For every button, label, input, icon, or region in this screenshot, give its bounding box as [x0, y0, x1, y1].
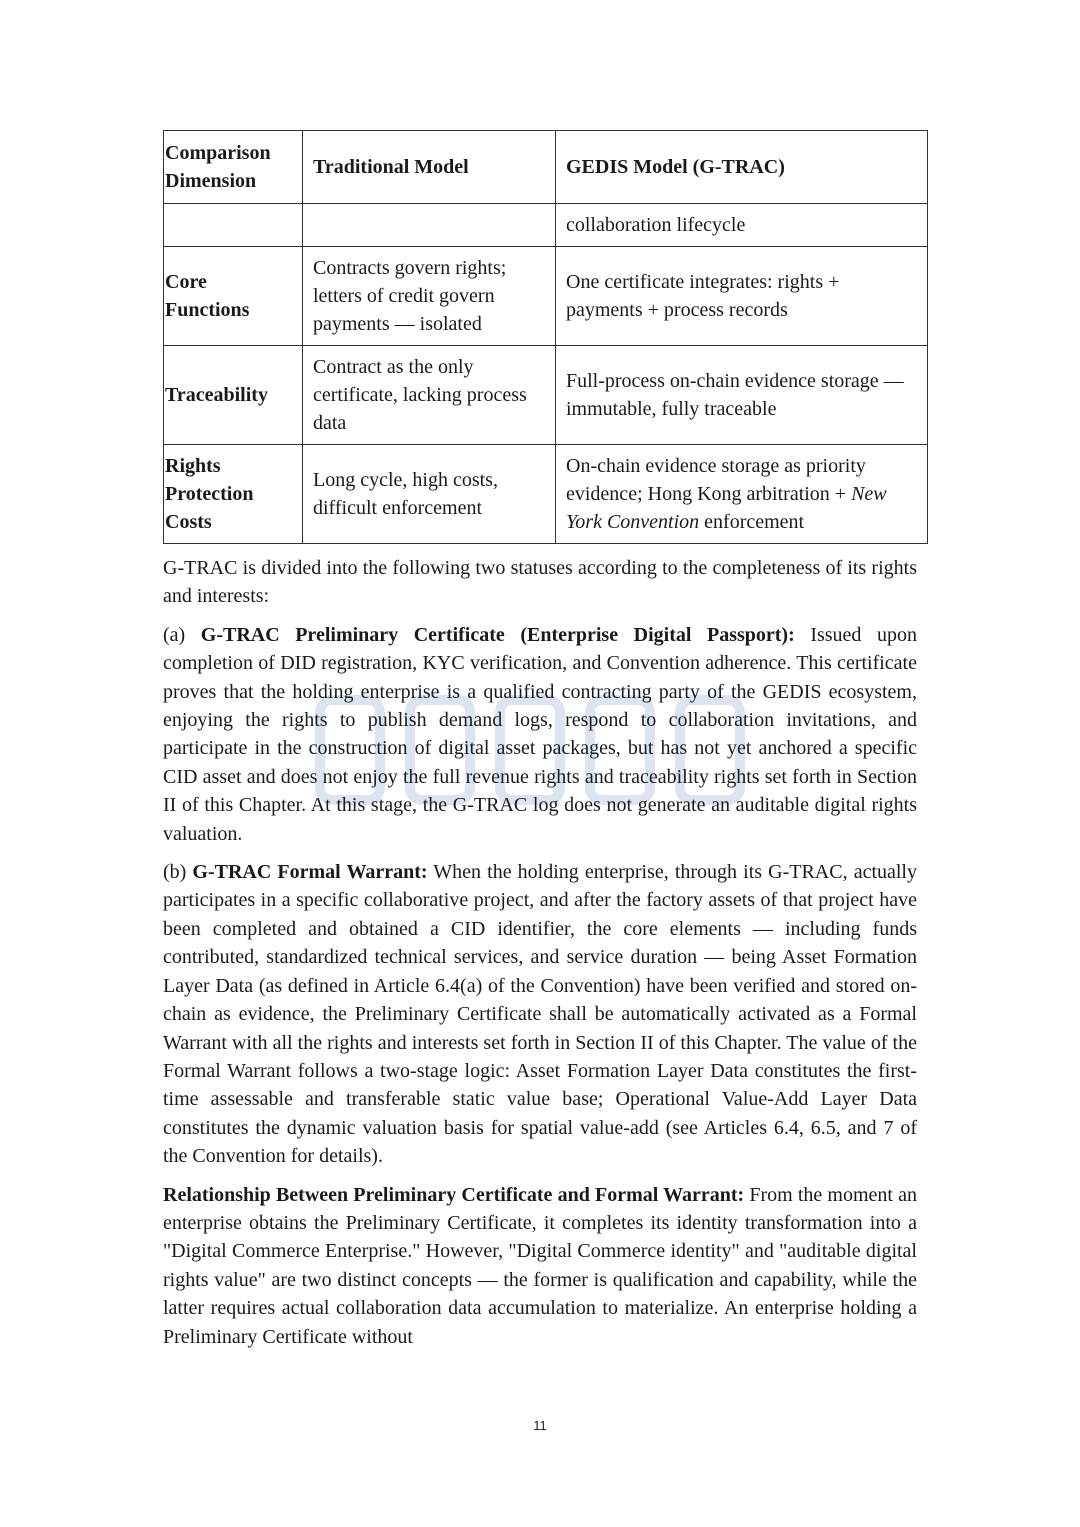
- table-header-row: [164, 131, 928, 204]
- header-gedis: GEDIS Model (G-TRAC): [556, 131, 928, 204]
- page-number: 11: [533, 1418, 547, 1433]
- table-row: [164, 445, 928, 544]
- cell-gedis: collaboration lifecycle: [556, 204, 928, 247]
- table-row: [164, 346, 928, 445]
- paragraph-b-heading: G-TRAC Formal Warrant:: [192, 861, 428, 884]
- cell-gedis: One certificate integrates: rights + payments + process records: [556, 247, 928, 346]
- cell-gedis-text-end: enforcement: [699, 511, 805, 533]
- paragraph-b-prefix: (b): [163, 861, 193, 884]
- cell-traditional: Contract as the only certificate, lacking process data: [303, 346, 556, 445]
- header-traditional: Traditional Model: [303, 131, 556, 204]
- comparison-table: [163, 130, 928, 544]
- paragraph-a-heading: G-TRAC Preliminary Certificate (Enterprise Digital Passport):: [200, 623, 795, 646]
- intro-paragraph: G-TRAC is divided into the following two statuses according to the completeness of its rights and interests:: [163, 557, 917, 608]
- body-text: [163, 554, 917, 1361]
- relationship-paragraph: [163, 1181, 917, 1351]
- cell-dimension: Traceability: [164, 346, 303, 445]
- cell-traditional: [303, 204, 556, 247]
- cell-gedis: Full-process on-chain evidence storage — immutable, fully traceable: [556, 346, 928, 445]
- table-row: [164, 247, 928, 346]
- paragraph-b-text: When the holding enterprise, through its G-TRAC, actually participates in a specific collaborative project, and after the factory assets of that project have been completed and obtained a CID identifier, the core elements — including funds contributed, standardized technical services, and service duration — being Asset Formation Layer Data (as defined in Article 6.4(a) of the Convention) have been verified and stored on-chain as evidence, the Preliminary Certificate shall be automatically activated as a Formal Warrant with all the rights and interests set forth in Section II of this Chapter. The value of the Formal Warrant follows a two-stage logic: Asset Formation Layer Data constitutes the first-time assessable and transferable static value base; Operational Value-Add Layer Data constitutes the dynamic valuation basis for spatial value-add (see Articles 6.4, 6.5, and 7 of the Convention for details).: [163, 861, 917, 1168]
- cell-gedis: [556, 445, 928, 544]
- relationship-heading: Relationship Between Preliminary Certificate and Formal Warrant:: [163, 1183, 745, 1206]
- paragraph-a-prefix: (a): [163, 623, 201, 646]
- cell-gedis-text: On-chain evidence storage as priority evidence; Hong Kong arbitration +: [566, 455, 866, 505]
- cell-traditional: Long cycle, high costs, difficult enforcement: [303, 445, 556, 544]
- cell-traditional: Contracts govern rights; letters of credit govern payments — isolated: [303, 247, 556, 346]
- cell-dimension: Rights Protection Costs: [164, 445, 303, 544]
- paragraph-b: [163, 858, 917, 1170]
- table-row: [164, 204, 928, 247]
- paragraph-a: [163, 621, 917, 848]
- header-dimension: Comparison Dimension: [164, 131, 303, 204]
- paragraph-a-text: Issued upon completion of DID registration, KYC verification, and Convention adherence. This certificate proves that the holding enterprise is a qualified contracting party of the GEDIS ecosystem, enjoying the rights to publish demand logs, respond to collaboration invitations, and participate in the construction of digital asset packages, but has not yet anchored a specific CID asset and does not enjoy the full revenue rights and traceability rights set forth in Section II of this Chapter. At this stage, the G-TRAC log does not generate an auditable digital rights valuation.: [163, 623, 917, 845]
- relationship-text: From the moment an enterprise obtains the Preliminary Certificate, it completes its identity transformation into a "Digital Commerce Enterprise." However, "Digital Commerce identity" and "auditable digital rights value" are two distinct concepts — the former is qualification and capability, while the latter requires actual collaboration data accumulation to materialize. An enterprise holding a Preliminary Certificate without: [163, 1183, 917, 1348]
- cell-dimension: Core Functions: [164, 247, 303, 346]
- cell-gedis-italic: New York Convention: [566, 483, 887, 533]
- cell-dimension: [164, 204, 303, 247]
